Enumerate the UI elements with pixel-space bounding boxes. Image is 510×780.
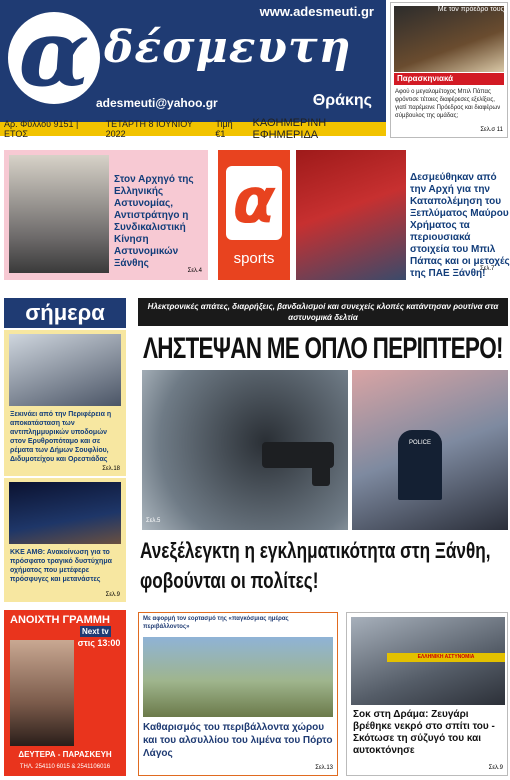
logo-circle-letter: α xyxy=(8,12,100,104)
masthead xyxy=(0,0,386,122)
photo-caption: Με τον πρόεδρο τους xyxy=(437,6,504,13)
cleanup-group-photo xyxy=(143,637,333,717)
today-section-header: σήμερα xyxy=(4,298,126,328)
page-reference: Σελ.18 xyxy=(102,466,120,472)
contact-phone: ΤΗΛ. 254110 6015 & 2541106016 xyxy=(19,764,111,770)
story-headline: Καθαρισμός του περιβάλλοντα χώρου και του αλσυλλίου του λιμένα του Πόρτο Λάγος xyxy=(143,722,333,759)
meeting-photo xyxy=(9,334,121,406)
kke-story[interactable] xyxy=(4,478,126,602)
page-reference: Σελ.7 xyxy=(480,266,495,272)
region-flood-story[interactable] xyxy=(4,330,126,476)
broadcast-time: στις 13:00 xyxy=(77,638,121,648)
accident-photo xyxy=(9,482,121,544)
page-reference: Σελ.4 xyxy=(187,268,202,274)
backstage-teaser[interactable] xyxy=(390,2,508,138)
page-reference: Σελ.σ 11 xyxy=(480,127,503,133)
sports-label: sports xyxy=(233,250,275,267)
teaser-text: Αφού ο μεγαλομέτοχος Μπιλ Πάπας φρόντισε τέτοιες διαφέρεσες εξελίξεις, γιατί παρέμεινε Πρόεδρος και διαφέρων σύμβουλος της ομάδας; xyxy=(395,89,501,119)
story-kicker: Με αφορμή τον εορτασμό της «παγκόσμιας ημέρας περιβάλλοντος» xyxy=(143,616,289,630)
police-tape: ΕΛΛΗΝΙΚΗ ΑΣΤΥΝΟΜΙΑ xyxy=(387,653,505,662)
logo-wordmark: δέσμευτη xyxy=(104,22,352,73)
drama-crime-story[interactable] xyxy=(346,612,508,776)
bill-papas-photo xyxy=(296,150,406,280)
sports-logo-letter: α xyxy=(226,166,282,240)
section-label: Παρασκηνιακά xyxy=(394,73,504,85)
daily-newspaper-tag: ΚΑΘΗΜΕΡΙΝΗ ΕΦΗΜΕΡΙΔΑ xyxy=(252,117,327,141)
lead-subheadline[interactable]: Ανεξέλεγκτη η εγκληματικότητα στη Ξάνθη, φοβούνται οι πολίτες! xyxy=(140,538,491,593)
website-url[interactable]: www.adesmeuti.gr xyxy=(259,4,374,19)
advert-heading: ΑΝΟΙΧΤΗ ΓΡΑΜΜΗ xyxy=(10,614,110,626)
host-photo xyxy=(10,640,74,746)
region-name: Θράκης xyxy=(312,92,372,109)
environment-day-story[interactable] xyxy=(138,612,338,776)
story-headline[interactable]: Δεσμεύθηκαν από την Αρχή για την Καταπολέμηση του Ξεπλύματος Μαύρου Χρήματος τα περιουσιακά στοιχεία του Μπιλ Πάπας και οι μετοχές της ΠΑΕ Ξάνθη! xyxy=(410,172,510,279)
open-line-advert[interactable] xyxy=(4,610,126,776)
police-union-story[interactable] xyxy=(4,150,208,280)
email-address[interactable]: adesmeuti@yahoo.gr xyxy=(96,96,218,110)
lead-kicker: Ηλεκτρονικές απάτες, διαρρήξεις, βανδαλισμοί και συνεχείς κλοπές κατάντησαν ρουτίνα στα αστυνομικά δελτία xyxy=(138,298,508,326)
dateline-bar xyxy=(0,117,386,141)
coffee-photo xyxy=(394,6,504,72)
page-reference: Σελ.5 xyxy=(146,518,161,524)
story-headline: ΚΚΕ ΑΜΘ: Ανακοίνωση για το πρόσφατο τραγικό δυστύχημα οχήματος που μετέφερε πρόσφυγες και μετανάστες xyxy=(10,549,112,583)
story-headline: Ξεκινάει από την Περιφέρεια η αποκατάσταση των αντιπλημμυρικών υποδομών στον Ερυθροπόταμο και σε ρέματα των Δήμων Σουφλίου, Διδυμοτείχου και Ορεστιάδας xyxy=(10,411,112,463)
police-officer-figure: POLICE xyxy=(398,430,442,500)
sports-section-badge[interactable] xyxy=(218,150,290,280)
story-headline: Σοκ στη Δράμα: Ζευγάρι βρέθηκε νεκρό στο σπίτι του - Σκότωσε τη σύζυγό του και αυτοκτόνησε xyxy=(353,709,495,756)
lead-headline[interactable]: ΛΗΣΤΕΨΑΝ ΜΕ ΟΠΛΟ ΠΕΡΙΠΤΕΡΟ! xyxy=(143,332,503,365)
channel-logo: Next tv xyxy=(82,627,109,636)
broadcast-days: ΔΕΥΤΕΡΑ - ΠΑΡΑΣΚΕΥΗ xyxy=(18,750,112,759)
officers-photo xyxy=(9,155,109,273)
issue-number: Αρ. Φύλλου 9151 | ΕΤΟΣ xyxy=(4,119,79,139)
page-reference: Σελ.9 xyxy=(105,592,120,598)
page-reference: Σελ.13 xyxy=(315,765,333,771)
story-headline: Στον Αρχηγό της Ελληνικής Αστυνομίας, Αντιστράτηγο η Συνδικαλιστική Κίνηση Αστυνομικών Ξάνθης xyxy=(114,174,194,269)
issue-price: Τιμή €1 xyxy=(215,119,233,139)
page-reference: Σελ.9 xyxy=(488,765,503,771)
pistol-grip-icon xyxy=(312,450,330,486)
issue-date: ΤΕΤΑΡΤΗ 8 ΙΟΥΝΙΟΥ 2022 xyxy=(105,119,193,139)
